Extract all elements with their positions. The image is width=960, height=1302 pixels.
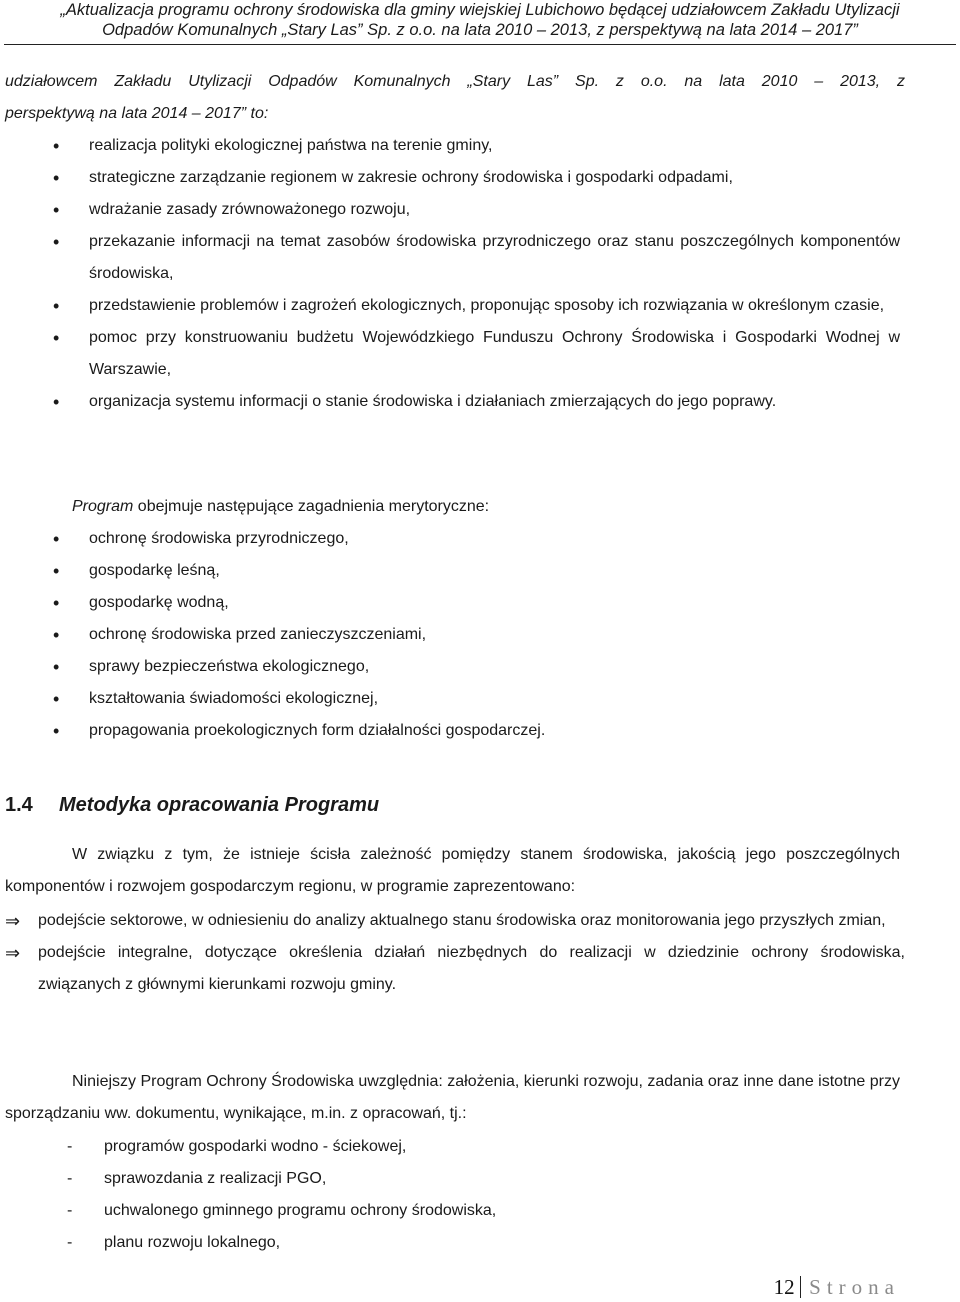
bullet-icon: • <box>53 200 60 220</box>
list-item: - uchwalonego gminnego programu ochrony środowiska, <box>0 1195 900 1227</box>
list-item: • gospodarkę leśną, <box>0 555 900 587</box>
list-item: • wdrażanie zasady zrównoważonego rozwoju, <box>0 194 900 226</box>
list-item: • przekazanie informacji na temat zasobów środowiska przyrodniczego oraz stanu poszczególnych komponentów środowiska, <box>0 226 900 290</box>
bullet-icon: • <box>53 168 60 188</box>
list-item: ⇒ podejście integralne, dotyczące określenia działań niezbędnych do realizacji w dziedzinie ochrony środowiska, związanych z głównymi kierunkami rozwoju gminy. <box>5 937 905 1001</box>
bullet-icon: • <box>53 561 60 581</box>
list-item: - sprawozdania z realizacji PGO, <box>0 1163 900 1195</box>
dash-marker: - <box>67 1138 73 1155</box>
footer-divider <box>800 1276 802 1298</box>
section-number: 1.4 <box>5 794 33 816</box>
list-item: • przedstawienie problemów i zagrożeń ekologicznych, proponując sposoby ich rozwiązania w określonym czasie, <box>0 290 900 322</box>
arrow-right-icon: ⇒ <box>5 911 21 931</box>
page-number: 12 <box>773 1274 795 1299</box>
bullet-icon: • <box>53 593 60 613</box>
intro-line-2: perspektywą na lata 2014 – 2017” to: <box>5 105 269 122</box>
dash-marker: - <box>67 1234 73 1251</box>
list-item: • ochronę środowiska przed zanieczyszczeniami, <box>0 619 900 651</box>
program-intro-text: obejmuje następujące zagadnienia merytoryczne: <box>133 498 490 515</box>
dash-marker: - <box>67 1202 73 1219</box>
list-item: ⇒ podejście sektorowe, w odniesieniu do analizy aktualnego stanu środowiska oraz monitorowania jego przyszłych zmian, <box>5 905 905 937</box>
list-item: • propagowania proekologicznych form działalności gospodarczej. <box>0 715 900 747</box>
list-item: • organizacja systemu informacji o stanie środowiska i działaniach zmierzających do jego poprawy. <box>0 386 900 418</box>
list-item: • strategiczne zarządzanie regionem w zakresie ochrony środowiska i gospodarki odpadami, <box>0 162 900 194</box>
bullet-icon: • <box>53 232 60 252</box>
page-footer <box>774 1272 900 1302</box>
bullet-icon: • <box>53 721 60 741</box>
bullet-icon: • <box>53 392 60 412</box>
header-line-1: „Aktualizacja programu ochrony środowiska dla gminy wiejskiej Lubichowo będącej udziałowcem Zakładu Utylizacji <box>60 1 900 19</box>
bullet-icon: • <box>53 328 60 348</box>
list-item: • pomoc przy konstruowaniu budżetu Wojewódzkiego Funduszu Ochrony Środowiska i Gospodarki Wodnej w Warszawie, <box>0 322 900 386</box>
list-item: • sprawy bezpieczeństwa ekologicznego, <box>0 651 900 683</box>
list-item: • kształtowania świadomości ekologicznej, <box>0 683 900 715</box>
list-item: • gospodarkę wodną, <box>0 587 900 619</box>
bullet-icon: • <box>53 136 60 156</box>
arrow-right-icon: ⇒ <box>5 943 21 963</box>
program-word: Program <box>72 498 134 515</box>
paragraph-relationship: W związku z tym, że istnieje ścisła zależność pomiędzy stanem środowiska, jakością jego poszczególnych komponentów i rozwojem gospodarczym regionu, w programie zaprezentowano: <box>5 846 900 895</box>
bullet-icon: • <box>53 689 60 709</box>
running-header <box>0 0 960 40</box>
sources-list <box>0 1131 900 1259</box>
approaches-list <box>5 905 905 1001</box>
bullet-icon: • <box>53 296 60 316</box>
intro-line-1: udziałowcem Zakładu Utylizacji Odpadów Komunalnych „Stary Las” Sp. z o.o. na lata 2010 – 2013, z <box>5 73 905 90</box>
list-item: - programów gospodarki wodno - ściekowej, <box>0 1131 900 1163</box>
program-topics-list <box>0 523 960 747</box>
bullet-icon: • <box>53 625 60 645</box>
program-intro <box>72 491 912 523</box>
dash-marker: - <box>67 1170 73 1187</box>
header-divider <box>4 44 956 45</box>
bullet-icon: • <box>53 529 60 549</box>
bullet-icon: • <box>53 657 60 677</box>
list-item: • realizacja polityki ekologicznej państwa na terenie gminy, <box>0 130 900 162</box>
list-item: • ochronę środowiska przyrodniczego, <box>0 523 900 555</box>
header-line-2: Odpadów Komunalnych „Stary Las” Sp. z o.o. na lata 2010 – 2013, z perspektywą na lata 2014 – 2017” <box>102 21 858 39</box>
goals-list <box>0 130 960 418</box>
paragraph-program-sources: Niniejszy Program Ochrony Środowiska uwzględnia: założenia, kierunki rozwoju, zadania oraz inne dane istotne przy sporządzaniu ww. dokumentu, wynikające, m.in. z opracowań, tj.: <box>5 1073 900 1122</box>
section-heading <box>5 787 379 823</box>
page-label: Strona <box>809 1274 900 1299</box>
list-item: - planu rozwoju lokalnego, <box>0 1227 900 1259</box>
section-title: Metodyka opracowania Programu <box>59 794 380 816</box>
